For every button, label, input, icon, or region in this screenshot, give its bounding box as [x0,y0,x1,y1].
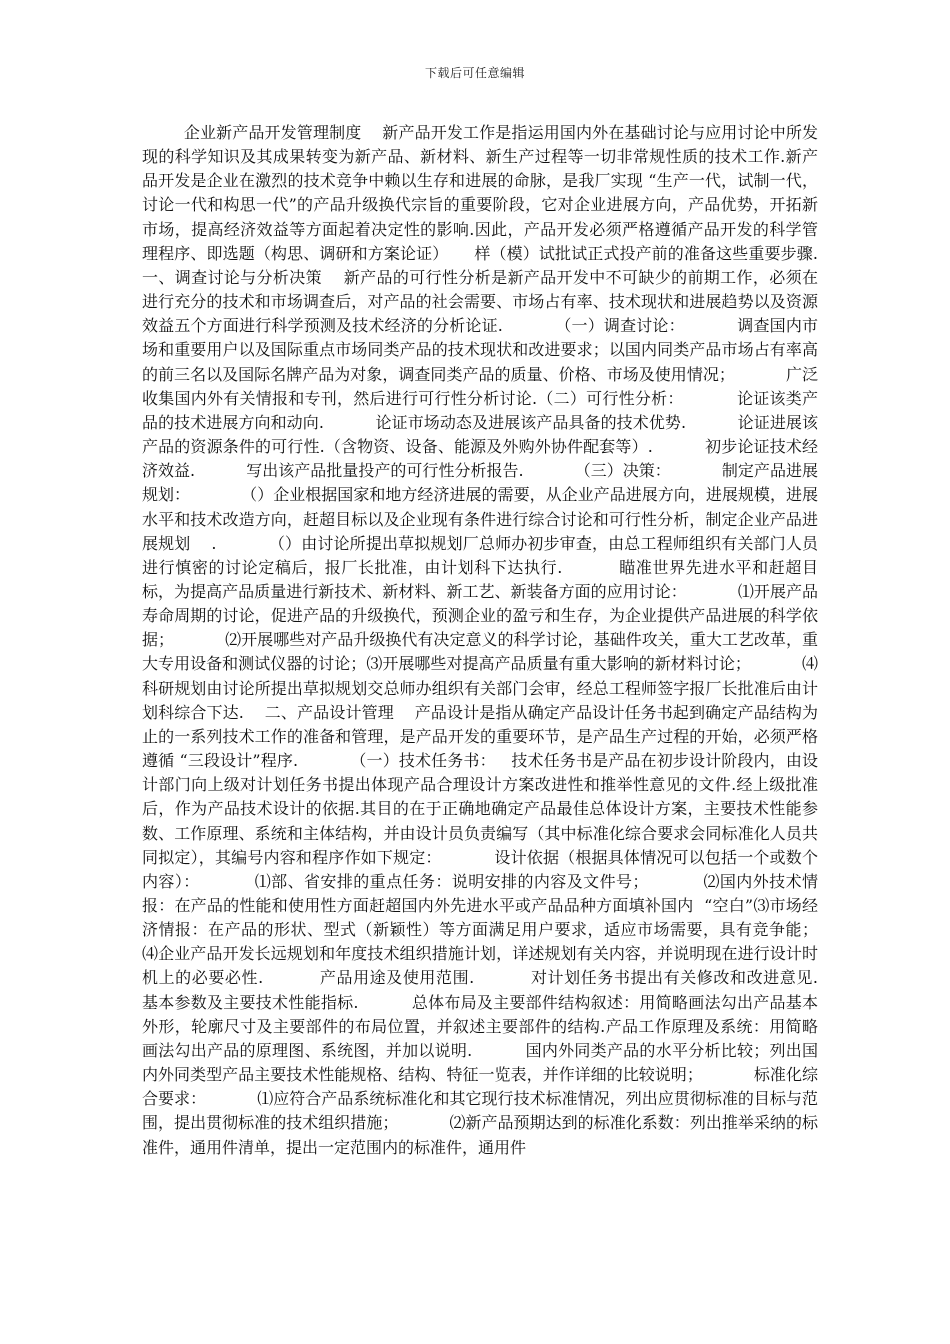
page-header: 下载后可任意编辑 [424,66,525,80]
body-paragraph: 企业新产品开发管理制度 新产品开发工作是指运用国内外在基础讨论与应用讨论中所发现的科学知识及其成果转变为新产品、新材料、新生产过程等一切非常规性质的技术工作.新产品开发是企业在激烈的技术竞争中赖以生存和进展的命脉，是我厂实现 “生产一代，试制一代，讨论一代和构思一代”的产品升级换代宗旨的重要阶段，它对企业进展方向，产品优势，开拓新市场，提高经济效益等方面起着决定性的影响.因此，产品开发必须严格遵循产品开发的科学管理程序、即选题（构思、调研和方案论证） 样（模）试批试正式投产前的准备这些重要步骤. 一、调查讨论与分析决策 新产品的可行性分析是新产品开发中不可缺少的前期工作，必须在进行充分的技术和市场调查后，对产品的社会需要、市场占有率、技术现状和进展趋势以及资源效益五个方面进行科学预测及技术经济的分析论证. （一）调查讨论： 调查国内市场和重要用户以及国际重点市场同类产品的技术现状和改进要求；以国内同类产品市场占有率高的前三名以及国际名牌产品为对象，调查同类产品的质量、价格、市场及使用情况； 广泛收集国内外有关情报和专刊，然后进行可行性分析讨论.（二）可行性分析： 论证该类产品的技术进展方向和动向. 论证市场动态及进展该产品具备的技术优势. 论证进展该产品的资源条件的可行性.（含物资、设备、能源及外购外协件配套等）. 初步论证技术经济效益. 写出该产品批量投产的可行性分析报告. （三）决策： 制定产品进展规划： （）企业根据国家和地方经济进展的需要，从企业产品进展方向，进展规模，进展水平和技术改造方向，赶超目标以及企业现有条件进行综合讨论和可行性分析，制定企业产品进展规划 . （）由讨论所提出草拟规划厂总师办初步审查，由总工程师组织有关部门人员进行慎密的讨论定稿后，报厂长批准，由计划科下达执行. 瞄准世界先进水平和赶超目标，为提高产品质量进行新技术、新材料、新工艺、新装备方面的应用讨论： ⑴开展产品寿命周期的讨论，促进产品的升级换代，预测企业的盈亏和生存，为企业提供产品进展的科学依据； ⑵开展哪些对产品升级换代有决定意义的科学讨论，基础件攻关，重大工艺改革，重大专用设备和测试仪器的讨论；⑶开展哪些对提高产品质量有重大影响的新材料讨论； ⑷科研规划由讨论所提出草拟规划交总师办组织有关部门会审，经总工程师签字报厂长批准后由计划科综合下达. 二、产品设计管理 产品设计是指从确定产品设计任务书起到确定产品结构为止的一系列技术工作的准备和管理，是产品开发的重要环节，是产品生产过程的开始，必须严格遵循 “三段设计”程序. （一）技术任务书： 技术任务书是产品在初步设计阶段内，由设计部门向上级对计划任务书提出体现产品合理设计方案改进性和推举性意见的文件.经上级批准后，作为产品技术设计的依据.其目的在于正确地确定产品最佳总体设计方案，主要技术性能参数、工作原理、系统和主体结构，并由设计员负责编写（其中标准化综合要求会同标准化人员共同拟定），其编号内容和程序作如下规定： 设计依据（根据具体情况可以包括一个或数个内容）： ⑴部、省安排的重点任务：说明安排的内容及文件号； ⑵国内外技术情报：在产品的性能和使用性方面赶超国内外先进水平或产品品种方面填补国内 “空白”⑶市场经济情报：在产品的形状、型式（新颖性）等方面满足用户要求，适应市场需要，具有竞争能； ⑷企业产品开发长远规划和年度技术组织措施计划，详述规划有关内容，并说明现在进行设计时机上的必要必性. 产品用途及使用范围. 对计划任务书提出有关修改和改进意见. 基本参数及主要技术性能指标. 总体布局及主要部件结构叙述：用简略画法勾出产品基本外形，轮廓尺寸及主要部件的布局位置，并叙述主要部件的结构.产品工作原理及系统：用简略画法勾出产品的原理图、系统图，并加以说明. 国内外同类产品的水平分析比较；列出国内外同类型产品主要技术性能规格、结构、特征一览表，并作详细的比较说明； 标准化综合要求： ⑴应符合产品系统标准化和其它现行技术标准情况，列出应贯彻标准的目标与范围，提出贯彻标准的技术组织措施； ⑵新产品预期达到的标准化系数：列出推举采纳的标准件，通用件清单，提出一定范围内的标准件，通用件 [142,123,869,1157]
